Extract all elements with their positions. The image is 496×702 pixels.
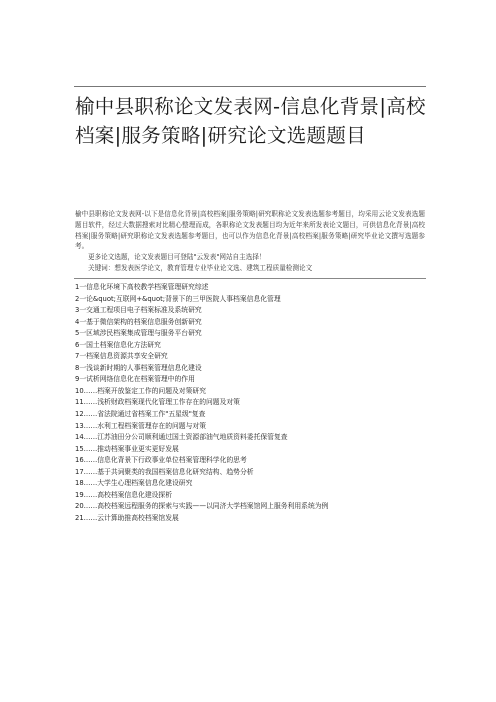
- list-item: [75, 409, 425, 421]
- keywords-line: 关键词：想发表医学论文，教育管理专业毕业论文选、建筑工程质量检测论文: [88, 263, 313, 272]
- list-item-text: 国土档案信息化方法研究: [86, 340, 161, 349]
- list-item: [75, 490, 425, 502]
- list-item-separator: ……: [83, 444, 98, 453]
- list-item-number: 12: [75, 410, 84, 419]
- list-item-number: 7: [75, 352, 80, 361]
- more-line: 更多论文选题，论文发表题目可登陆"云发表"网站自主选择！: [88, 253, 266, 262]
- list-item-separator: ……: [83, 410, 98, 419]
- list-item-number: 3: [75, 306, 80, 315]
- list-item: [75, 374, 425, 386]
- list-item-text: 档案信息资源共享安全研究: [86, 352, 168, 361]
- list-item-number: 11: [75, 398, 84, 407]
- list-item-separator: 一: [79, 306, 87, 315]
- list-item-text: 档案开放鉴定工作的问题及对策研究: [97, 386, 206, 395]
- list-item-number: 14: [75, 433, 84, 442]
- list-item-text: 基于共词聚类的我国档案信息化研究结构、趋势分析: [97, 467, 254, 476]
- list-item-separator: ……: [83, 513, 98, 522]
- list-item-separator: ……: [83, 490, 98, 499]
- list-item-number: 16: [75, 456, 84, 465]
- list-item: [75, 317, 425, 329]
- list-item-text: 高校档案远程服务的探索与实践——以同济大学档案馆网上服务利用系统为例: [97, 502, 329, 511]
- list-item: [75, 305, 425, 317]
- list-item-number: 18: [75, 479, 84, 488]
- list-item: [75, 340, 425, 352]
- list-item: [75, 513, 425, 525]
- list-item: [75, 328, 425, 340]
- list-item-number: 9: [75, 375, 80, 384]
- list-item-separator: ……: [83, 421, 98, 430]
- list-item-number: 20: [75, 502, 84, 511]
- list-item: [75, 282, 425, 294]
- list-item: [75, 351, 425, 363]
- list-item-number: 4: [75, 317, 80, 326]
- list-item-text: 信息化环境下高校教学档案管理研究综述: [86, 283, 209, 291]
- list-item-text: 交通工程项目电子档案标准及系统研究: [86, 306, 202, 315]
- list-item-text: 试析网络信息化在档案管理中的作用: [86, 375, 195, 384]
- topic-list: [75, 282, 425, 524]
- list-item-text: 信息化背景下行政事业单位档案管理科学化的思考: [97, 456, 247, 465]
- list-item-text: 省法院通过省档案工作"五星级"复查: [97, 410, 206, 419]
- list-item-number: 13: [75, 421, 84, 430]
- list-item-separator: 一: [79, 329, 87, 338]
- list-item-separator: 一: [79, 283, 87, 291]
- list-item-separator: 一: [79, 352, 87, 361]
- list-item-text: 推动档案事业更实更好发展: [97, 444, 179, 453]
- list-item-text: 浅谈新时期的人事档案管理信息化建设: [86, 363, 202, 372]
- list-item-separator: ……: [83, 398, 98, 407]
- list-item-separator: ……: [83, 456, 98, 465]
- list-item-text: 高校档案信息化建设探析: [97, 490, 173, 499]
- list-item-number: 17: [75, 467, 84, 476]
- intro-block: [75, 209, 425, 274]
- list-item-separator: ……: [83, 386, 98, 395]
- list-item-text: 论&quot;互联网+&quot;背景下的三甲医院人事档案信息化管理: [86, 294, 281, 303]
- list-item-number: 10: [75, 386, 84, 395]
- list-item-text: 区域涉民档案集成管理与服务平台研究: [86, 329, 202, 338]
- list-item: [75, 478, 425, 490]
- list-item: [75, 455, 425, 467]
- list-item-number: 19: [75, 490, 84, 499]
- list-item-separator: 一: [79, 363, 87, 372]
- list-item-separator: ……: [83, 433, 98, 442]
- list-item: [75, 294, 425, 306]
- list-item-number: 2: [75, 294, 80, 303]
- list-item: [75, 363, 425, 375]
- list-item-text: 基于微信架构的档案信息服务创新研究: [86, 317, 202, 326]
- list-item-separator: 一: [79, 317, 87, 326]
- list-rule: [74, 278, 426, 279]
- list-item: [75, 467, 425, 479]
- intro-paragraph: 榆中县职称论文发表网-以下是信息化背景|高校档案|服务策略|研究职称论文发表选题参考题目，均采用云论文发表选题题目软件，经过大数据搜索对比精心整理而成，各职称论文发表题目均为近年来所发表论文题目，可供信息化背景|高校档案|服务策略|研究职称论文发表选题参考题目，也可以作为信息化背景|高校档案|服务策略|研究毕业论文撰写选题参考。: [75, 210, 425, 251]
- list-item-separator: ……: [83, 479, 98, 488]
- list-item: [75, 432, 425, 444]
- list-item-text: 浅析财政档案现代化管理工作存在的问题及对策: [97, 398, 240, 407]
- list-item-separator: ……: [83, 467, 98, 476]
- list-item: [75, 444, 425, 456]
- list-item-text: 云计算助推高校档案馆发展: [97, 513, 179, 522]
- list-item-text: 水利工程档案管理存在的问题与对策: [97, 421, 206, 430]
- list-item: [75, 386, 425, 398]
- list-item-separator: 一: [79, 340, 87, 349]
- list-item: [75, 501, 425, 513]
- list-item-number: 15: [75, 444, 84, 453]
- list-item: [75, 421, 425, 433]
- list-item-separator: ……: [83, 502, 98, 511]
- list-item-number: 5: [75, 329, 80, 338]
- top-rule: [74, 86, 426, 87]
- list-item-number: 8: [75, 363, 80, 372]
- list-item-text: 大学生心理档案信息化建设研究: [97, 479, 193, 488]
- list-item: [75, 397, 425, 409]
- list-item-separator: 一: [79, 375, 87, 384]
- list-item-number: 6: [75, 340, 80, 349]
- list-item-separator: 一: [79, 294, 87, 303]
- list-item-number: 1: [75, 283, 80, 291]
- list-item-text: 江苏油田分公司顺利通过国土资源部油气地质资料委托保管复查: [97, 433, 288, 442]
- list-item-number: 21: [75, 513, 84, 522]
- page-title: 榆中县职称论文发表网-信息化背景|高校档案|服务策略|研究论文选题题目: [75, 95, 426, 147]
